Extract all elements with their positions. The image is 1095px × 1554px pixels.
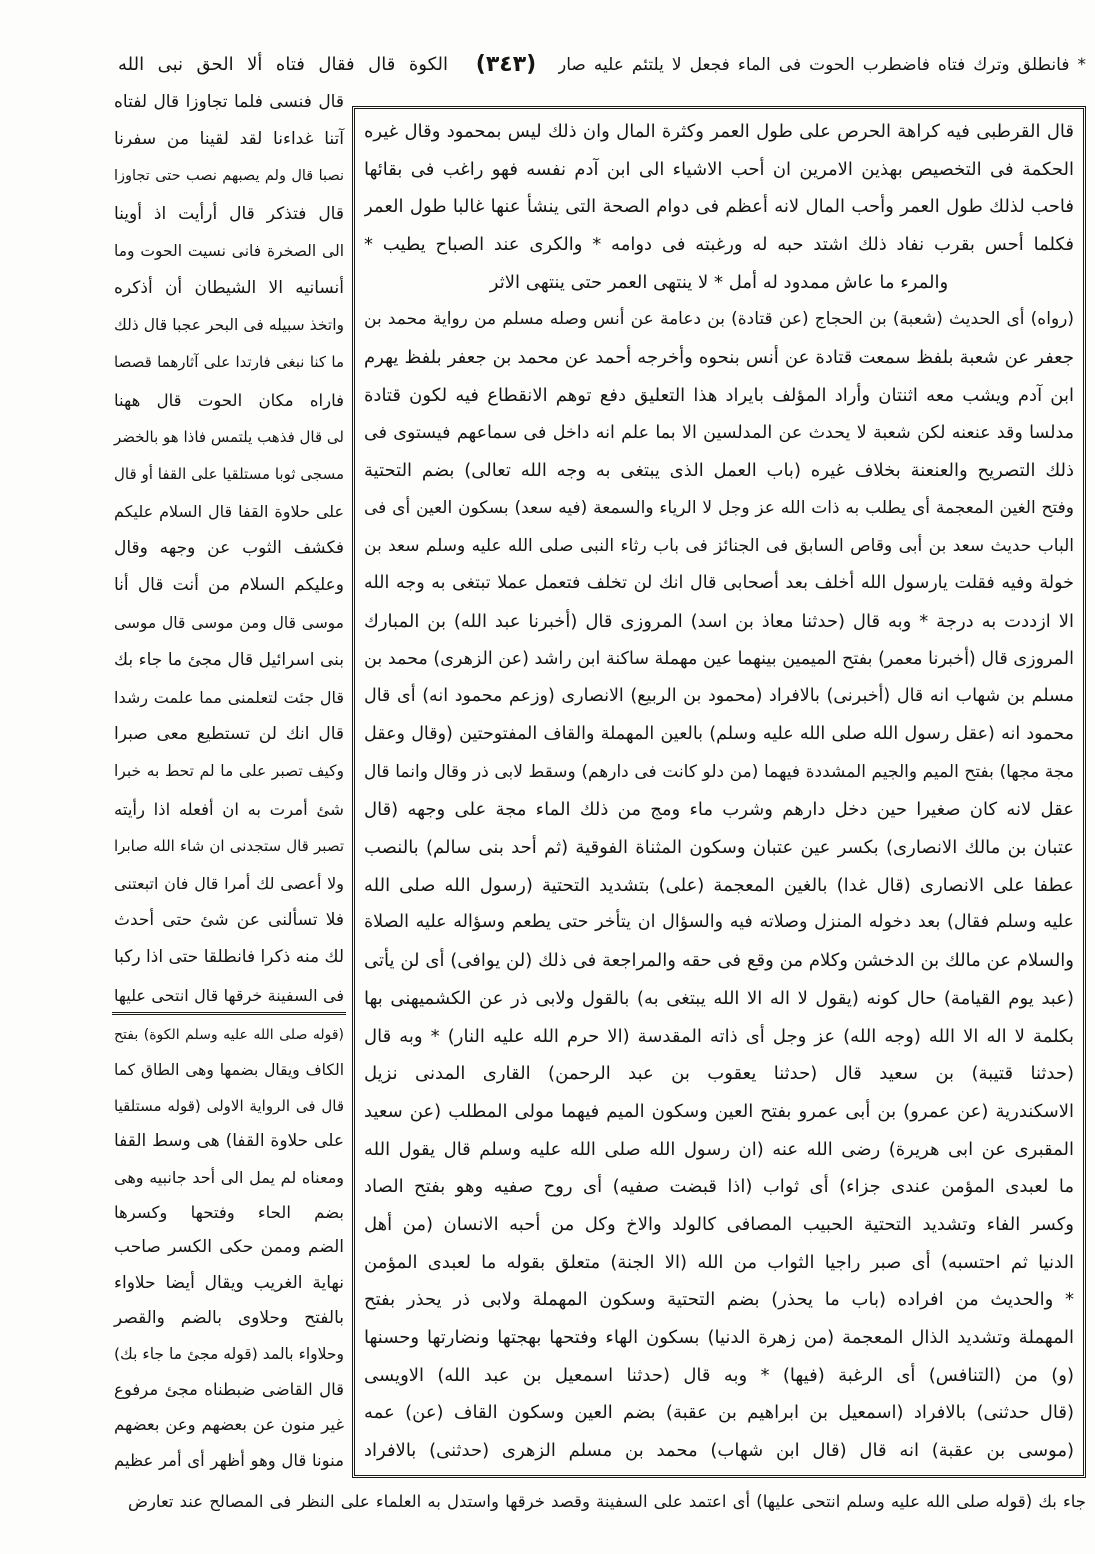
margin-note-line: نهاية الغريب ويقال أيضا حلاواء — [114, 1272, 344, 1293]
margin-note-line: قال القاضى ضبطناه مجئ مرفوع — [114, 1379, 344, 1399]
main-text-line: قال القرطبى فيه كراهة الحرص على طول العمر وكثرة المال وان ذلك ليس بمحمود وقال غيره — [364, 121, 1074, 142]
main-text-line: (و) من (التنافس) أى الرغبة (فيها) * وبه قال (حدثنا اسمعيل بن عبد الله) الاويسى — [364, 1364, 1074, 1386]
margin-text-line: على حلاوة القفا قال السلام عليكم — [114, 502, 344, 522]
main-text-line: خولة وفيه فقلت يارسول الله أخلف بعد أصحابى قال انك لن تخلف فتعمل عملا تبتغى به وجه الله — [364, 573, 1074, 594]
margin-text-line: بنى اسرائيل قال مجئ ما جاء بك — [114, 649, 344, 670]
margin-text-line: فى السفينة خرقها قال انتحى عليها — [114, 985, 344, 1005]
main-text-line: الدنيا ثم احتسبه) أى صبر راجيا الثواب من الله (الا الجنة) متعلق بقوله ما لعبدى المؤمن — [364, 1251, 1074, 1273]
main-text-line: (عبد يوم القيامة) حال كونه (يقول لا اله الا الله يبتغى به) بالقول ولابى ذر عن الكشميهنى بها — [364, 987, 1074, 1009]
running-header — [118, 46, 1086, 84]
margin-text-line: ولا أعصى لك أمرا قال فان اتبعتنى — [114, 873, 344, 893]
margin-text-line: وعليكم السلام من أنت قال أنا — [114, 575, 344, 596]
margin-text-line: قال انك لن تستطيع معى صبرا — [114, 724, 344, 745]
margin-note-line: الكاف ويقال بضمها وهى الطاق كما — [114, 1061, 344, 1080]
main-text-line: المهملة وتشديد الذال المعجمة (من زهرة الدنيا) بسكون الهاء وفتحها بهجتها ونضارتها وحسنها — [364, 1327, 1074, 1348]
main-text-line: عقل لانه كان صغيرا حين دخل دارهم وشرب ماء ومج من ذلك الماء مجة على وجهه (قال — [364, 799, 1074, 821]
margin-text-line: آتنا غداءنا لقد لقينا من سفرنا — [114, 129, 344, 150]
verse-line: والمرء ما عاش ممدود له أمل * لا ينتهى العمر حتى ينتهى الاثر — [489, 271, 949, 293]
main-text-line: وفتح الغين المعجمة أى يطلب به ذات الله عز وجل لا الرياء والسمعة (فيه سعد) بسكون العين أى فى — [364, 497, 1074, 518]
margin-text-line: موسى قال ومن موسى قال موسى — [114, 613, 344, 632]
margin-note-line: (قوله صلى الله عليه وسلم الكوة) بفتح — [114, 1027, 344, 1043]
margin-text-line: وكيف تصبر على ما لم تحط به خبرا — [114, 762, 344, 781]
header-text-right: * فانطلق وترك فتاه فاضطرب الحوت فى الماء فجعل لا يلتئم عليه صار — [558, 55, 1086, 75]
margin-text-line: لى قال فذهب يلتمس فاذا هو بالخضر — [114, 427, 344, 446]
margin-text-line: نصبا قال ولم يصبهم نصب حتى تجاوزا — [114, 168, 344, 185]
margin-text-line: فكشف الثوب عن وجهه وقال — [114, 538, 344, 559]
main-text-line: الا ازددت به درجة * وبه قال (حدثنا معاذ بن اسد) المروزى قال (أخبرنا عبد الله) بن المبارك — [364, 610, 1074, 632]
margin-text-line: تصبر قال ستجدنى ان شاء الله صابرا — [114, 836, 344, 855]
margin-text-line: مسجى ثوبا مستلقيا على القفا أو قال — [114, 464, 344, 483]
footer-text-line: جاء بك (قوله صلى الله عليه وسلم انتحى عليها) أى اعتمد على السفينة وقصد خرقها واستدل به العلماء على النظر فى المصالح عند تعارض — [128, 1492, 1086, 1511]
main-text-line: مدلسا وقد عنعنه لكن شعبة لا يحدث عن المدلسين الا بما علم انه داخل فى سماعهم فيستوى فى — [364, 422, 1074, 443]
margin-note-line: بالفتح وحلاوى بالضم والقصر — [114, 1308, 344, 1329]
margin-text-line: الى الصخرة فانى نسيت الحوت وما — [114, 241, 344, 260]
margin-text-line: قال جئت لتعلمنى مما علمت رشدا — [114, 688, 344, 707]
main-text-line: (قال حدثنى) بالافراد (اسمعيل بن ابراهيم بن عقبة) بضم العين وسكون القاف (عن) عمه — [364, 1402, 1074, 1424]
header-text-left: الكوة قال فقال فتاه ألا الحق نبى الله — [118, 54, 448, 75]
margin-note-line: وحلاواء بالمد (قوله مجئ ما جاء بك) — [114, 1344, 344, 1363]
main-text-line: محمود انه (عقل رسول الله صلى الله عليه وسلم) بالعين المهملة والقاف المفتوحتين (وقال وعقل — [364, 724, 1074, 744]
margin-note-line: ومعناه لم يمل الى أحد جانبيه وهى — [114, 1167, 344, 1187]
bottom-running-line — [128, 1482, 1086, 1522]
main-text-line: والسلام عن مالك بن الدخشن وكلام من وقع فى حقه والمراجعة فى ذلك (لن يوافى) أى لن يأتى — [364, 950, 1074, 972]
margin-text-line: فاراه مكان الحوت قال ههنا — [114, 390, 344, 410]
main-commentary-column — [352, 106, 1086, 1478]
margin-notes-box — [112, 1012, 346, 1480]
main-text-line: مجة مجها) بفتح الميم والجيم المشددة فيهما (من دلو كانت فى دارهم) وسقط لابى ذر وقال وانما قال — [364, 761, 1074, 782]
margin-text-line: شئ أمرت به ان أفعله اذا رأيته — [114, 799, 344, 819]
margin-note-line: الضم وممن حكى الكسر صاحب — [114, 1237, 344, 1258]
margin-note-line: على حلاوة القفا) هى وسط القفا — [114, 1131, 344, 1152]
margin-text-line: قال فتذكر قال أرأيت اذ أوينا — [114, 203, 344, 224]
main-text-line: مسلم بن شهاب انه قال (أخبرنى) بالافراد (محمود بن الربيع) الانصارى (وزعم محمود انه) أى قال — [364, 686, 1074, 707]
main-text-line: فاحب لذلك طول العمر وأحب المال لانه أعظم فى دوام الصحة التى ينشأ عنها غالبا طول العمر — [364, 196, 1074, 218]
main-text-line: ذلك التصريح والعنعنة بخلاف غيره (باب العمل الذى يبتغى به وجه الله تعالى) بضم التحتية — [364, 460, 1074, 482]
main-text-line: عطفا على الانصارى (قال غدا) بالغين المعجمة (على) بتشديد التحتية (رسول الله صلى الله — [364, 874, 1074, 896]
margin-hadith-column — [112, 84, 346, 1014]
main-text-line: المروزى قال (أخبرنا معمر) بفتح الميمين بينهما عين مهملة ساكنة ابن راشد (عن الزهرى) محمد بن — [364, 648, 1074, 669]
main-text-line: ابن آدم ويشب معه اثنتان وأراد المؤلف بايراد هذا التعليق دفع توهم الانقطاع فيه لكون قتادة — [364, 384, 1074, 406]
margin-note-line: منونا قال وهو أظهر أى أمر عظيم — [114, 1450, 344, 1470]
main-text-line: المقبرى عن ابى هريرة) رضى الله عنه (ان رسول الله صلى الله عليه وسلم قال يقول الله — [364, 1138, 1074, 1160]
main-text-line: (موسى بن عقبة) انه قال (قال ابن شهاب) محمد بن مسلم الزهرى (حدثنى) بالافراد — [364, 1440, 1074, 1462]
margin-note-line: بضم الحاء وفتحها وكسرها — [114, 1202, 344, 1222]
main-text-line: جعفر عن شعبة بلفظ سمعت قتادة عن أنس بنحوه وأخرجه أحمد عن محمد بن جعفر بلفظ يهرم — [364, 347, 1074, 369]
margin-text-line: قال فنسى فلما تجاوزا قال لفتاه — [114, 92, 344, 112]
margin-text-line: لك منه ذكرا فانطلقا حتى اذا ركبا — [114, 947, 344, 968]
main-text-line: (حدثنا قتيبة) بن سعيد قال (حدثنا يعقوب بن عبد الرحمن) القارى المدنى نزيل — [364, 1063, 1074, 1085]
main-text-line: بكلمة لا اله الا الله (وجه الله) عز وجل أى ذاته المقدسة (الا حرم الله عليه النار) * وبه قال — [364, 1025, 1074, 1047]
margin-note-line: غير منون عن بعضهم وعن بعضهم — [114, 1415, 344, 1435]
main-text-line: الاسكندرية (عن عمرو) بن أبى عمرو بفتح العين وسكون الميم فيهما مولى المطلب (عن سعيد — [364, 1100, 1074, 1122]
margin-text-line: أنسانيه الا الشيطان أن أذكره — [114, 277, 344, 298]
margin-note-line: قال فى الرواية الاولى (قوله مستلقيا — [114, 1096, 344, 1115]
main-text-line: عتبان بن مالك الانصارى) بكسر عين عتبان وسكون المثناة الفوقية (ثم أحد بنى سالم) بالنصب — [364, 837, 1074, 859]
main-text-line: فكلما أحس بقرب نفاد ذلك اشتد حبه له ورغبته فى دوامه * والكرى عند الصباح يطيب * — [364, 234, 1074, 256]
main-text-line: ما لعبدى المؤمن عندى جزاء) أى ثواب (اذا قبضت صفيه) أى روح صفيه وهو بفتح الصاد — [364, 1176, 1074, 1198]
main-text-line: الحكمة فى التخصيص بهذين الامرين ان أحب الاشياء الى ابن آدم نفسه فهو راغب فى بقائها — [364, 158, 1074, 180]
main-text-line: * والحديث من افراده (باب ما يحذر) بضم التحتية وسكون المهملة ولابى ذر يحذر بفتح — [364, 1289, 1074, 1311]
main-text-line: الباب حديث سعد بن أبى وقاص السابق فى الجنائز فى باب رثاء النبى صلى الله عليه وسلم سعد بن — [364, 535, 1074, 556]
main-text-line: عليه وسلم فقال) بعد دخوله المنزل وصلاته فيه والسؤال ان يتأخر حتى يطعم وسؤاله عليه الصلاة — [364, 912, 1074, 933]
margin-text-line: ما كنا نبغى فارتدا على آثارهما قصصا — [114, 353, 344, 372]
main-text-line: (رواه) أى الحديث (شعبة) بن الحجاج (عن قتادة) بن دعامة عن أنس وصله مسلم من رواية محمد بن — [364, 309, 1074, 330]
main-text-line: وكسر الفاء وتشديد التحتية الحبيب المصافى كالولد والاخ وكل من أحبه الانسان (من أهل — [364, 1213, 1074, 1235]
margin-text-line: واتخذ سبيله فى البحر عجبا قال ذلك — [114, 316, 344, 335]
margin-text-line: فلا تسألنى عن شئ حتى أحدث — [114, 910, 344, 931]
page-number: (٣٤٣) — [475, 52, 537, 77]
